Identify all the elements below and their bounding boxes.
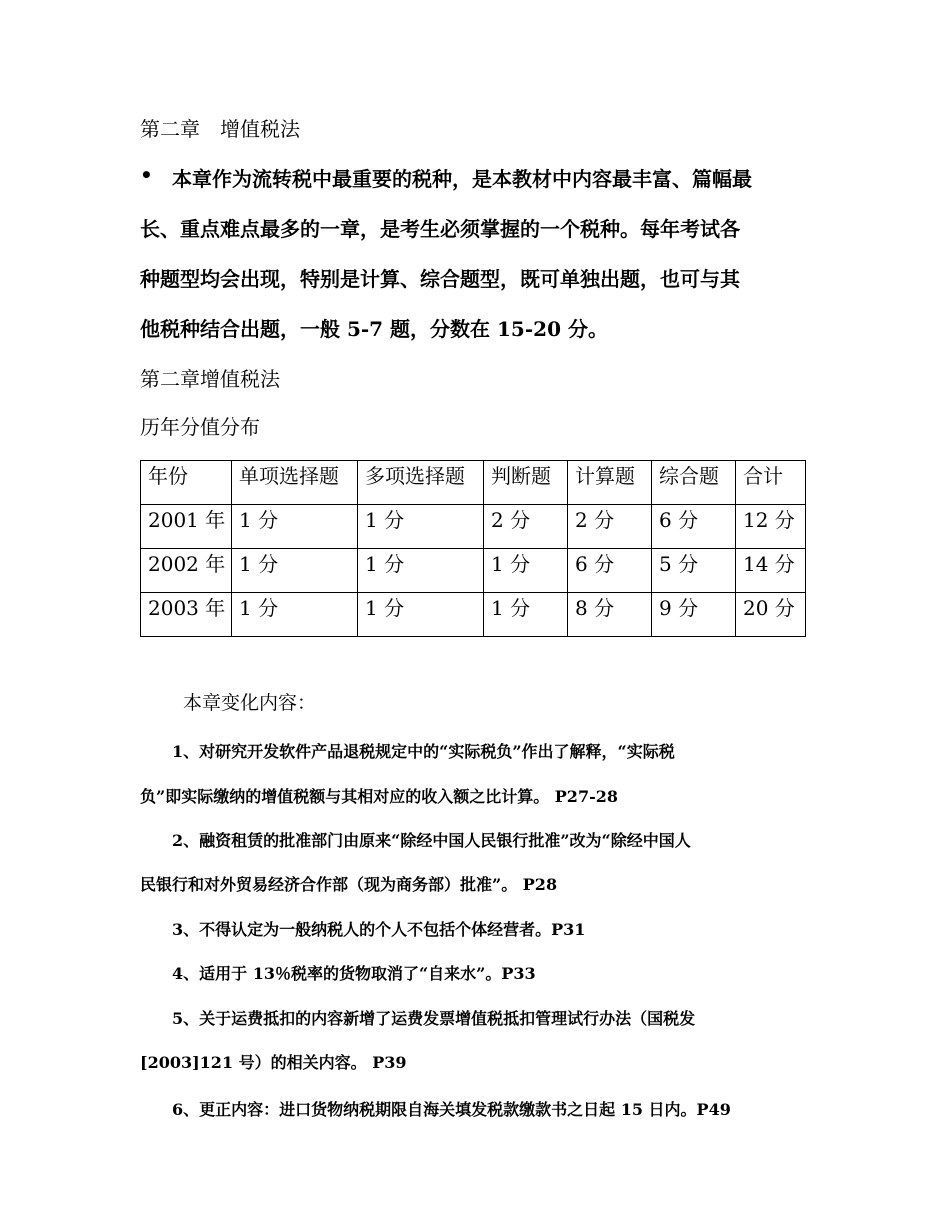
table-cell: 8 分 [568, 593, 652, 637]
table-cell: 1 分 [232, 593, 358, 637]
table-cell: 12 分 [736, 505, 806, 549]
changes-title: 本章变化内容： [183, 692, 317, 714]
table-title: 历年分值分布 [140, 415, 260, 439]
table-cell: 9 分 [652, 593, 736, 637]
table-cell: 2002 年 [141, 549, 232, 593]
table-cell: 1 分 [232, 505, 358, 549]
table-cell: 1 分 [232, 549, 358, 593]
intro-line-1: 本章作为流转税中最重要的税种，是本教材中内容最丰富、篇幅最 [172, 167, 752, 191]
change-line-6: 4、适用于 13％税率的货物取消了“自来水”。P33 [140, 964, 536, 983]
change-line-4: 民银行和对外贸易经济合作部（现为商务部）批准”。 P28 [140, 875, 558, 894]
header-cell: 计算题 [568, 461, 652, 505]
table-cell: 5 分 [652, 549, 736, 593]
table-cell: 6 分 [568, 549, 652, 593]
table-cell: 1 分 [484, 593, 568, 637]
table-cell: 2001 年 [141, 505, 232, 549]
change-line-5: 3、不得认定为一般纳税人的个人不包括个体经营者。P31 [140, 920, 586, 939]
chapter-subheading: 第二章增值税法 [140, 367, 280, 391]
table-cell: 1 分 [358, 505, 484, 549]
change-line-2: 负”即实际缴纳的增值税额与其相对应的收入额之比计算。 P27-28 [140, 787, 618, 806]
header-cell: 综合题 [652, 461, 736, 505]
table-row [141, 549, 806, 593]
table-cell: 2 分 [484, 505, 568, 549]
table-cell: 2003 年 [141, 593, 232, 637]
table-row [141, 593, 806, 637]
change-line-3: 2、融资租赁的批准部门由原来“除经中国人民银行批准”改为“除经中国人 [140, 831, 691, 850]
intro-line-4: 他税种结合出题，一般 5-7 题，分数在 15-20 分。 [140, 317, 608, 341]
bullet-marker: • [140, 163, 153, 187]
table-cell: 1 分 [484, 549, 568, 593]
table-cell: 6 分 [652, 505, 736, 549]
table-row [141, 505, 806, 549]
chapter-heading: 第二章 增值税法 [140, 117, 300, 141]
change-line-7: 5、关于运费抵扣的内容新增了运费发票增值税抵扣管理试行办法（国税发 [140, 1009, 696, 1028]
header-cell: 单项选择题 [232, 461, 358, 505]
intro-line-3: 种题型均会出现，特别是计算、综合题型，既可单独出题，也可与其 [140, 267, 740, 291]
table-cell: 14 分 [736, 549, 806, 593]
table-cell: 1 分 [358, 549, 484, 593]
change-line-1: 1、对研究开发软件产品退税规定中的“实际税负”作出了解释，“实际税 [140, 742, 675, 761]
change-line-8: [2003]121 号）的相关内容。 P39 [140, 1053, 407, 1072]
intro-line-2: 长、重点难点最多的一章，是考生必须掌握的一个税种。每年考试各 [140, 217, 740, 241]
table-header-row [141, 461, 806, 505]
header-cell: 合计 [736, 461, 806, 505]
table-cell: 2 分 [568, 505, 652, 549]
change-line-9: 6、更正内容：进口货物纳税期限自海关填发税款缴款书之日起 15 日内。P49 [140, 1100, 731, 1119]
header-cell: 判断题 [484, 461, 568, 505]
header-cell: 年份 [141, 461, 232, 505]
table-cell: 20 分 [736, 593, 806, 637]
header-cell: 多项选择题 [358, 461, 484, 505]
table-cell: 1 分 [358, 593, 484, 637]
score-distribution-table [140, 460, 806, 637]
